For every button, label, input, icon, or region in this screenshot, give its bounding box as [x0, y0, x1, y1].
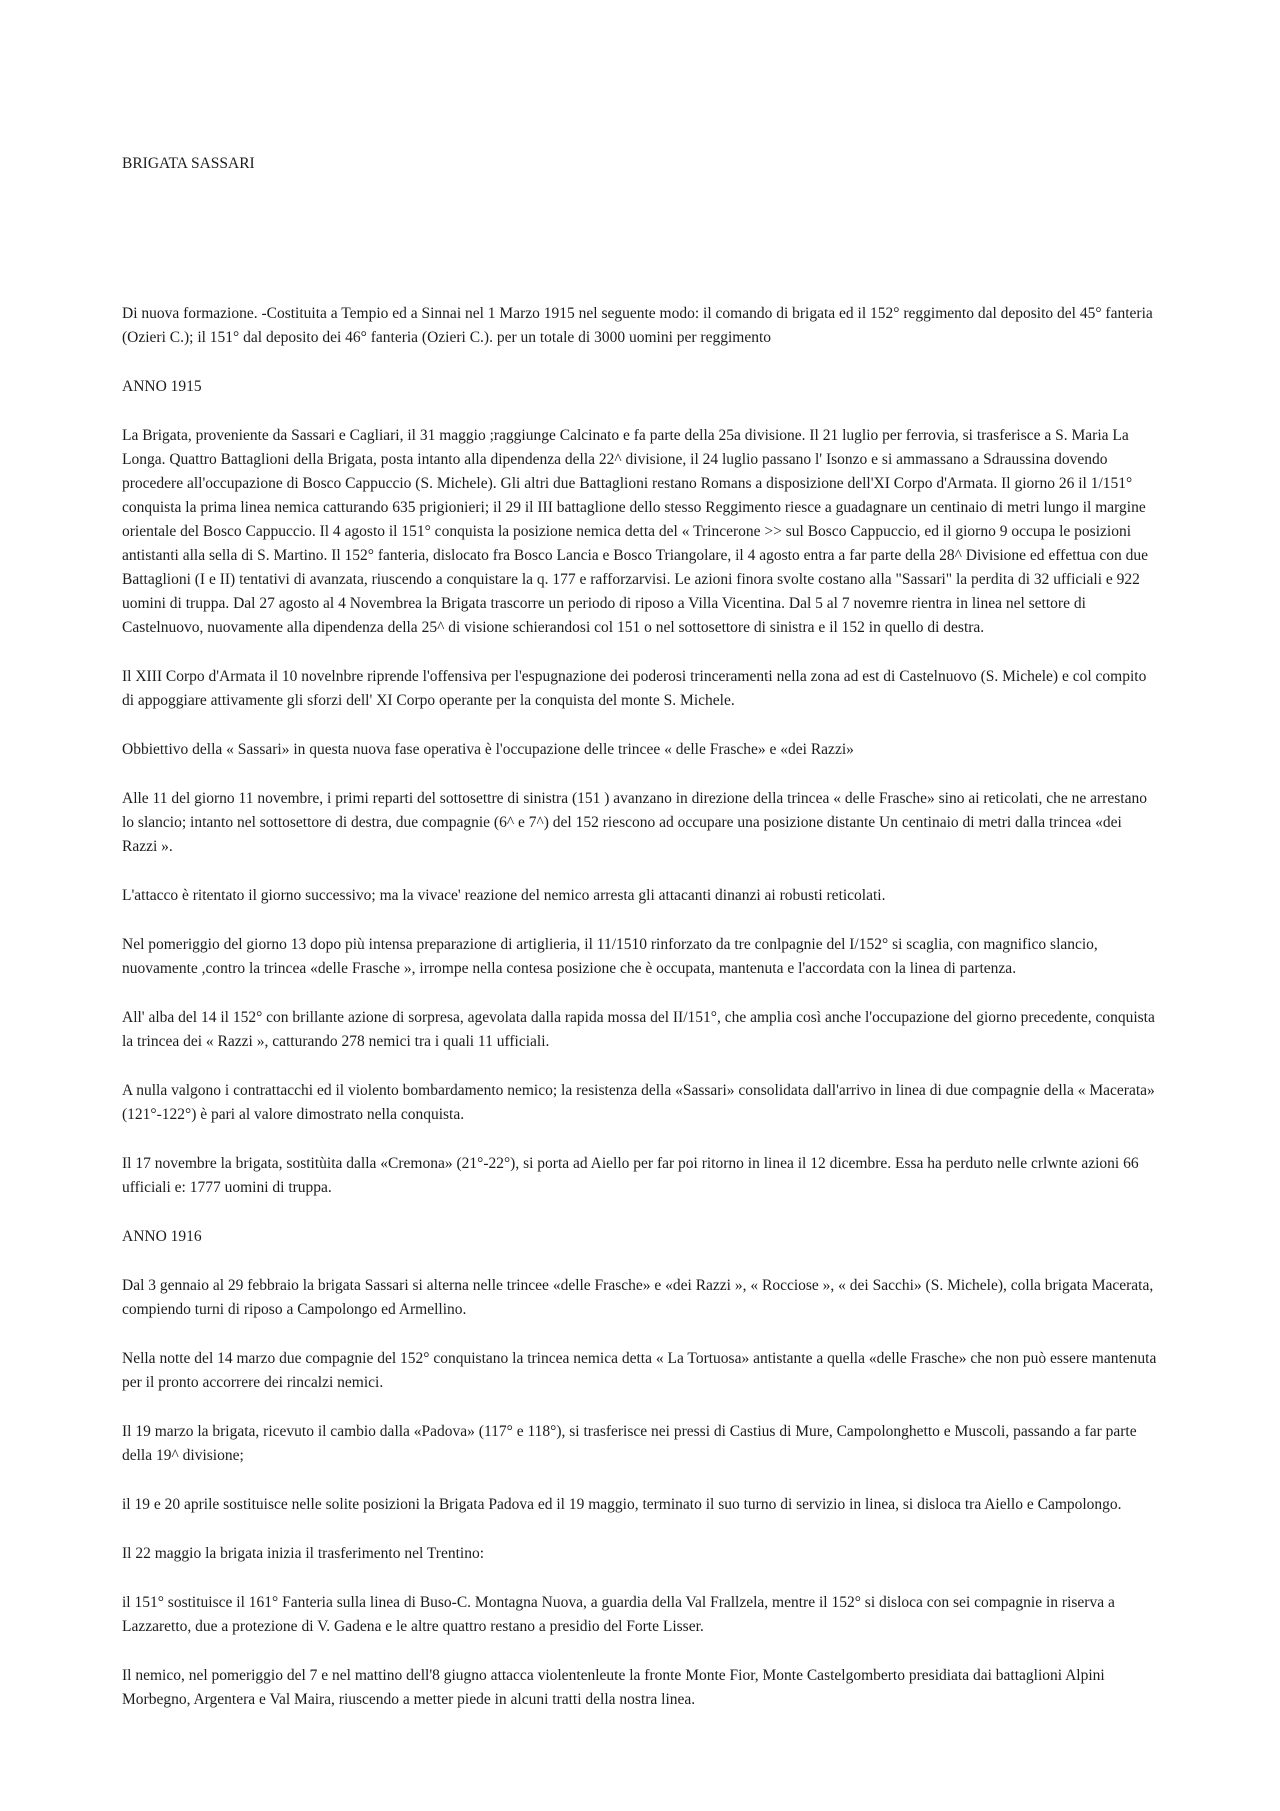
section-anno-1915 [122, 375, 1158, 1200]
paragraph: Obbiettivo della « Sassari» in questa nuova fase operativa è l'occupazione delle trincee « delle Frasche» e «dei Razzi» [122, 741, 854, 758]
section-heading: ANNO 1916 [122, 1228, 202, 1245]
paragraph: Il 19 marzo la brigata, ricevuto il cambio dalla «Padova» (117° e 118°), si trasferisce nei pressi di Castius di Mure, Campolonghetto e Muscoli, passando a far parte della 19^ divisione; [122, 1423, 1137, 1464]
paragraph: il 19 e 20 aprile sostituisce nelle solite posizioni la Brigata Padova ed il 19 maggio, terminato il suo turno di servizio in linea, si disloca tra Aiello e Campolongo. [122, 1496, 1122, 1513]
document-title: BRIGATA SASSARI [122, 155, 255, 172]
paragraph: Il 22 maggio la brigata inizia il trasferimento nel Trentino: [122, 1545, 485, 1562]
paragraph: Nella notte del 14 marzo due compagnie del 152° conquistano la trincea nemica detta « La Tortuosa» antistante a quella «delle Frasche» che non può essere mantenuta per il pronto accorrere dei rincalzi nemici. [122, 1350, 1157, 1391]
paragraph: La Brigata, proveniente da Sassari e Cagliari, il 31 maggio ;raggiunge Calcinato e fa parte della 25a divisione. Il 21 luglio per ferrovia, si trasferisce a S. Maria La Longa. Quattro Battaglioni della Brigata, posta intanto alla dipendenza della 22^ divisione, il 24 luglio passano l' Isonzo e si ammassano a Sdraussina dovendo procedere all'occupazione di Bosco Cappuccio (S. Michele). Gli altri due Battaglioni restano Romans a disposizione dell'XI Corpo d'Armata. Il giorno 26 il 1/151° conquista la prima linea nemica catturando 635 prigionieri; il 29 il III battaglione dello stesso Reggimento riesce a guadagnare un centinaio di metri lungo il margine orientale del Bosco Cappuccio. Il 4 agosto il 151° conquista la posizione nemica detta del « Trincerone >> sul Bosco Cappuccio, ed il giorno 9 occupa le posizioni antistanti alla sella di S. Martino. Il 152° fanteria, dislocato fra Bosco Lancia e Bosco Triangolare, il 4 agosto entra a far parte della 28^ Divisione ed effettua con due Battaglioni (I e II) tentativi di avanzata, riuscendo a conquistare la q. 177 e rafforzarvisi. Le azioni finora svolte costano alla "Sassari" la perdita di 32 ufficiali e 922 uomini di truppa. Dal 27 agosto al 4 Novembrea la Brigata trascorre un periodo di riposo a Villa Vicentina. Dal 5 al 7 novemre rientra in linea nel settore di Castelnuovo, nuovamente alla dipendenza della 25^ di visione schierandosi col 151 o nel sottosettore di sinistra e il 152 in quello di destra. [122, 427, 1148, 636]
paragraph: Il 17 novembre la brigata, sostitùita dalla «Cremona» (21°-22°), si porta ad Aiello per far poi ritorno in linea il 12 dicembre. Essa ha perduto nelle crlwnte azioni 66 ufficiali e: 1777 uomini di truppa. [122, 1155, 1139, 1196]
intro-paragraph: Di nuova formazione. -Costituita a Tempio ed a Sinnai nel 1 Marzo 1915 nel seguente modo: il comando di brigata ed il 152° reggimento dal deposito del 45° fanteria (Ozieri C.); il 151° dal deposito dei 46° fanteria (Ozieri C.). per un totale di 3000 uomini per reggimento [122, 305, 1153, 346]
paragraph: Nel pomeriggio del giorno 13 dopo più intensa preparazione di artiglieria, il 11/1510 rinforzato da tre conlpagnie del I/152° si scaglia, con magnifico slancio, nuovamente ,contro la trincea «delle Frasche », irrompe nella contesa posizione che è occupata, mantenuta e l'accordata con la linea di partenza. [122, 936, 1098, 977]
paragraph: Alle 11 del giorno 11 novembre, i primi reparti del sottosettre di sinistra (151 ) avanzano in direzione della trincea « delle Frasche» sino ai reticolati, che ne arrestano lo slancio; intanto nel sottosettore di destra, due compagnie (6^ e 7^) del 152 riescono ad occupare una posizione distante Un centinaio di metri dalla trincea «dei Razzi ». [122, 790, 1147, 855]
paragraph: Dal 3 gennaio al 29 febbraio la brigata Sassari si alterna nelle trincee «delle Frasche» e «dei Razzi », « Rocciose », « dei Sacchi» (S. Michele), colla brigata Macerata, compiendo turni di riposo a Campolongo ed Armellino. [122, 1277, 1154, 1318]
paragraph: il 151° sostituisce il 161° Fanteria sulla linea di Buso-C. Montagna Nuova, a guardia della Val Frallzela, mentre il 152° si disloca con sei compagnie in riserva a Lazzaretto, due a protezione di V. Gadena e le altre quattro restano a presidio del Forte Lisser. [122, 1594, 1115, 1635]
section-heading: ANNO 1915 [122, 378, 202, 395]
paragraph: A nulla valgono i contrattacchi ed il violento bombardamento nemico; la resistenza della «Sassari» consolidata dall'arrivo in linea di due compagnie della « Macerata» (121°-122°) è pari al valore dimostrato nella conquista. [122, 1082, 1155, 1123]
paragraph: All' alba del 14 il 152° con brillante azione di sorpresa, agevolata dalla rapida mossa del II/151°, che amplia così anche l'occupazione del giorno precedente, conquista la trincea dei « Razzi », catturando 278 nemici tra i quali 11 ufficiali. [122, 1009, 1155, 1050]
paragraph: Il XIII Corpo d'Armata il 10 novelnbre riprende l'offensiva per l'espugnazione dei poderosi trinceramenti nella zona ad est di Castelnuovo (S. Michele) e col compito di appoggiare attivamente gli sforzi dell' XI Corpo operante per la conquista del monte S. Michele. [122, 668, 1147, 709]
section-anno-1916 [122, 1225, 1158, 1712]
paragraph: Il nemico, nel pomeriggio del 7 e nel mattino dell'8 giugno attacca violentenleute la fronte Monte Fior, Monte Castelgomberto presidiata dai battaglioni Alpini Morbegno, Argentera e Val Maira, riuscendo a metter piede in alcuni tratti della nostra linea. [122, 1667, 1105, 1708]
paragraph: L'attacco è ritentato il giorno successivo; ma la vivace' reazione del nemico arresta gli attacanti dinanzi ai robusti reticolati. [122, 887, 886, 904]
